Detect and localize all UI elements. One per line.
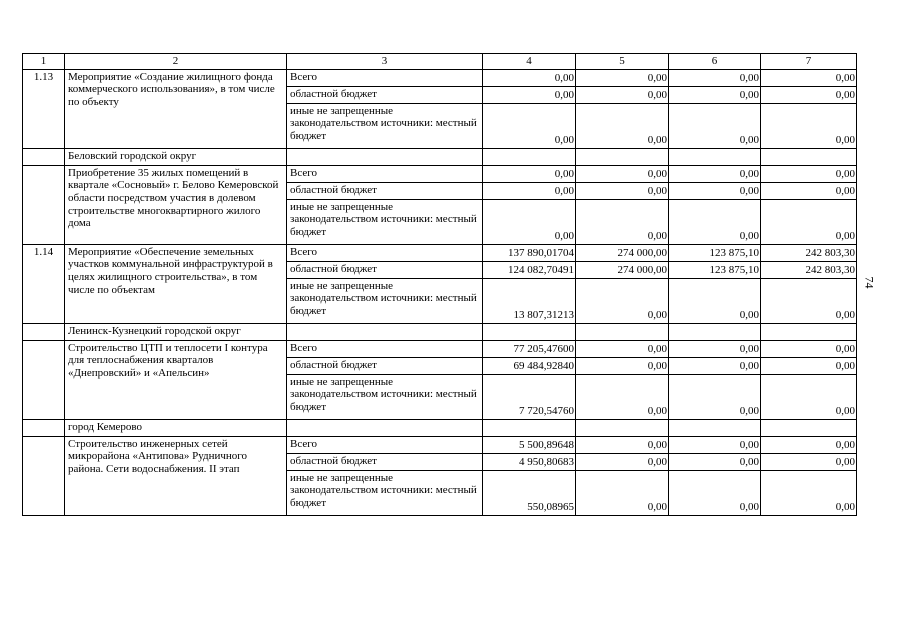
value-cell: 0,00	[669, 165, 761, 182]
value-cell: 0,00	[576, 199, 669, 244]
page-number: 74	[862, 276, 877, 289]
value-cell: 0,00	[761, 165, 857, 182]
item-number: 1.13	[23, 69, 65, 148]
table-row	[23, 244, 857, 261]
value-cell: 0,00	[761, 182, 857, 199]
column-header: 1	[23, 54, 65, 70]
value-cell: 0,00	[669, 86, 761, 103]
table-row	[23, 165, 857, 182]
table-row	[23, 436, 857, 453]
value-cell: 0,00	[576, 69, 669, 86]
source-other: иные не запрещенные законодательством источники: местный бюджет	[287, 103, 483, 148]
value-cell: 0,00	[576, 182, 669, 199]
value-cell: 4 950,80683	[483, 453, 576, 470]
section-row	[23, 419, 857, 436]
budget-table	[22, 53, 857, 516]
value-cell: 0,00	[483, 69, 576, 86]
value-cell: 0,00	[669, 69, 761, 86]
value-cell: 0,00	[669, 374, 761, 419]
value-cell: 0,00	[576, 436, 669, 453]
column-header: 3	[287, 54, 483, 70]
value-cell: 0,00	[761, 103, 857, 148]
source-total: Всего	[287, 340, 483, 357]
value-cell: 123 875,10	[669, 244, 761, 261]
source-total: Всего	[287, 436, 483, 453]
value-cell: 0,00	[669, 357, 761, 374]
source-regional: областной бюджет	[287, 453, 483, 470]
column-header: 7	[761, 54, 857, 70]
value-cell: 550,08965	[483, 470, 576, 515]
value-cell: 13 807,31213	[483, 278, 576, 323]
value-cell: 123 875,10	[669, 261, 761, 278]
source-other: иные не запрещенные законодательством источники: местный бюджет	[287, 374, 483, 419]
item-title: Строительство ЦТП и теплосети I контура для теплоснабжения кварталов «Днепровский» и «Апельсин»	[65, 340, 287, 419]
source-total: Всего	[287, 69, 483, 86]
source-regional: областной бюджет	[287, 357, 483, 374]
column-header: 2	[65, 54, 287, 70]
value-cell: 0,00	[576, 357, 669, 374]
value-cell: 0,00	[576, 340, 669, 357]
source-other: иные не запрещенные законодательством источники: местный бюджет	[287, 470, 483, 515]
value-cell: 137 890,01704	[483, 244, 576, 261]
value-cell: 0,00	[576, 374, 669, 419]
source-other: иные не запрещенные законодательством источники: местный бюджет	[287, 278, 483, 323]
source-total: Всего	[287, 165, 483, 182]
column-header: 6	[669, 54, 761, 70]
value-cell: 274 000,00	[576, 244, 669, 261]
value-cell: 0,00	[483, 199, 576, 244]
value-cell: 0,00	[761, 470, 857, 515]
column-header: 5	[576, 54, 669, 70]
item-title: Мероприятие «Создание жилищного фонда коммерческого использования», в том числе по объекту	[65, 69, 287, 148]
value-cell: 0,00	[669, 278, 761, 323]
source-other: иные не запрещенные законодательством источники: местный бюджет	[287, 199, 483, 244]
section-row	[23, 323, 857, 340]
column-header: 4	[483, 54, 576, 70]
value-cell: 0,00	[669, 340, 761, 357]
table-row	[23, 340, 857, 357]
section-title: Беловский городской округ	[65, 148, 287, 165]
value-cell: 0,00	[761, 357, 857, 374]
value-cell: 0,00	[576, 165, 669, 182]
value-cell: 0,00	[576, 103, 669, 148]
source-regional: областной бюджет	[287, 182, 483, 199]
value-cell: 0,00	[483, 103, 576, 148]
value-cell: 274 000,00	[576, 261, 669, 278]
value-cell: 242 803,30	[761, 261, 857, 278]
value-cell: 0,00	[669, 436, 761, 453]
source-regional: областной бюджет	[287, 261, 483, 278]
item-title: Мероприятие «Обеспечение земельных участков коммунальной инфраструктурой в целях жилищного строительства», в том числе по объектам	[65, 244, 287, 323]
section-title: Ленинск-Кузнецкий городской округ	[65, 323, 287, 340]
section-row	[23, 148, 857, 165]
value-cell: 0,00	[576, 470, 669, 515]
value-cell: 0,00	[761, 86, 857, 103]
value-cell: 0,00	[761, 199, 857, 244]
value-cell: 124 082,70491	[483, 261, 576, 278]
value-cell: 0,00	[669, 199, 761, 244]
source-total: Всего	[287, 244, 483, 261]
value-cell: 242 803,30	[761, 244, 857, 261]
value-cell: 5 500,89648	[483, 436, 576, 453]
value-cell: 69 484,92840	[483, 357, 576, 374]
value-cell: 0,00	[669, 470, 761, 515]
item-number: 1.14	[23, 244, 65, 323]
value-cell: 0,00	[761, 278, 857, 323]
value-cell: 0,00	[483, 182, 576, 199]
value-cell: 0,00	[669, 453, 761, 470]
section-title: город Кемерово	[65, 419, 287, 436]
item-title: Строительство инженерных сетей микрорайона «Антипова» Рудничного района. Сети водоснабжения. II этап	[65, 436, 287, 515]
item-title: Приобретение 35 жилых помещений в квартале «Сосновый» г. Белово Кемеровской области посредством участия в долевом строительстве многоквартирного жилого дома	[65, 165, 287, 244]
value-cell: 77 205,47600	[483, 340, 576, 357]
table-header-row	[23, 54, 857, 70]
source-regional: областной бюджет	[287, 86, 483, 103]
value-cell: 0,00	[576, 278, 669, 323]
value-cell: 0,00	[576, 86, 669, 103]
value-cell: 0,00	[576, 453, 669, 470]
value-cell: 0,00	[761, 453, 857, 470]
value-cell: 7 720,54760	[483, 374, 576, 419]
value-cell: 0,00	[761, 69, 857, 86]
value-cell: 0,00	[669, 182, 761, 199]
table-row	[23, 69, 857, 86]
value-cell: 0,00	[483, 165, 576, 182]
value-cell: 0,00	[669, 103, 761, 148]
value-cell: 0,00	[761, 340, 857, 357]
value-cell: 0,00	[761, 436, 857, 453]
value-cell: 0,00	[483, 86, 576, 103]
value-cell: 0,00	[761, 374, 857, 419]
